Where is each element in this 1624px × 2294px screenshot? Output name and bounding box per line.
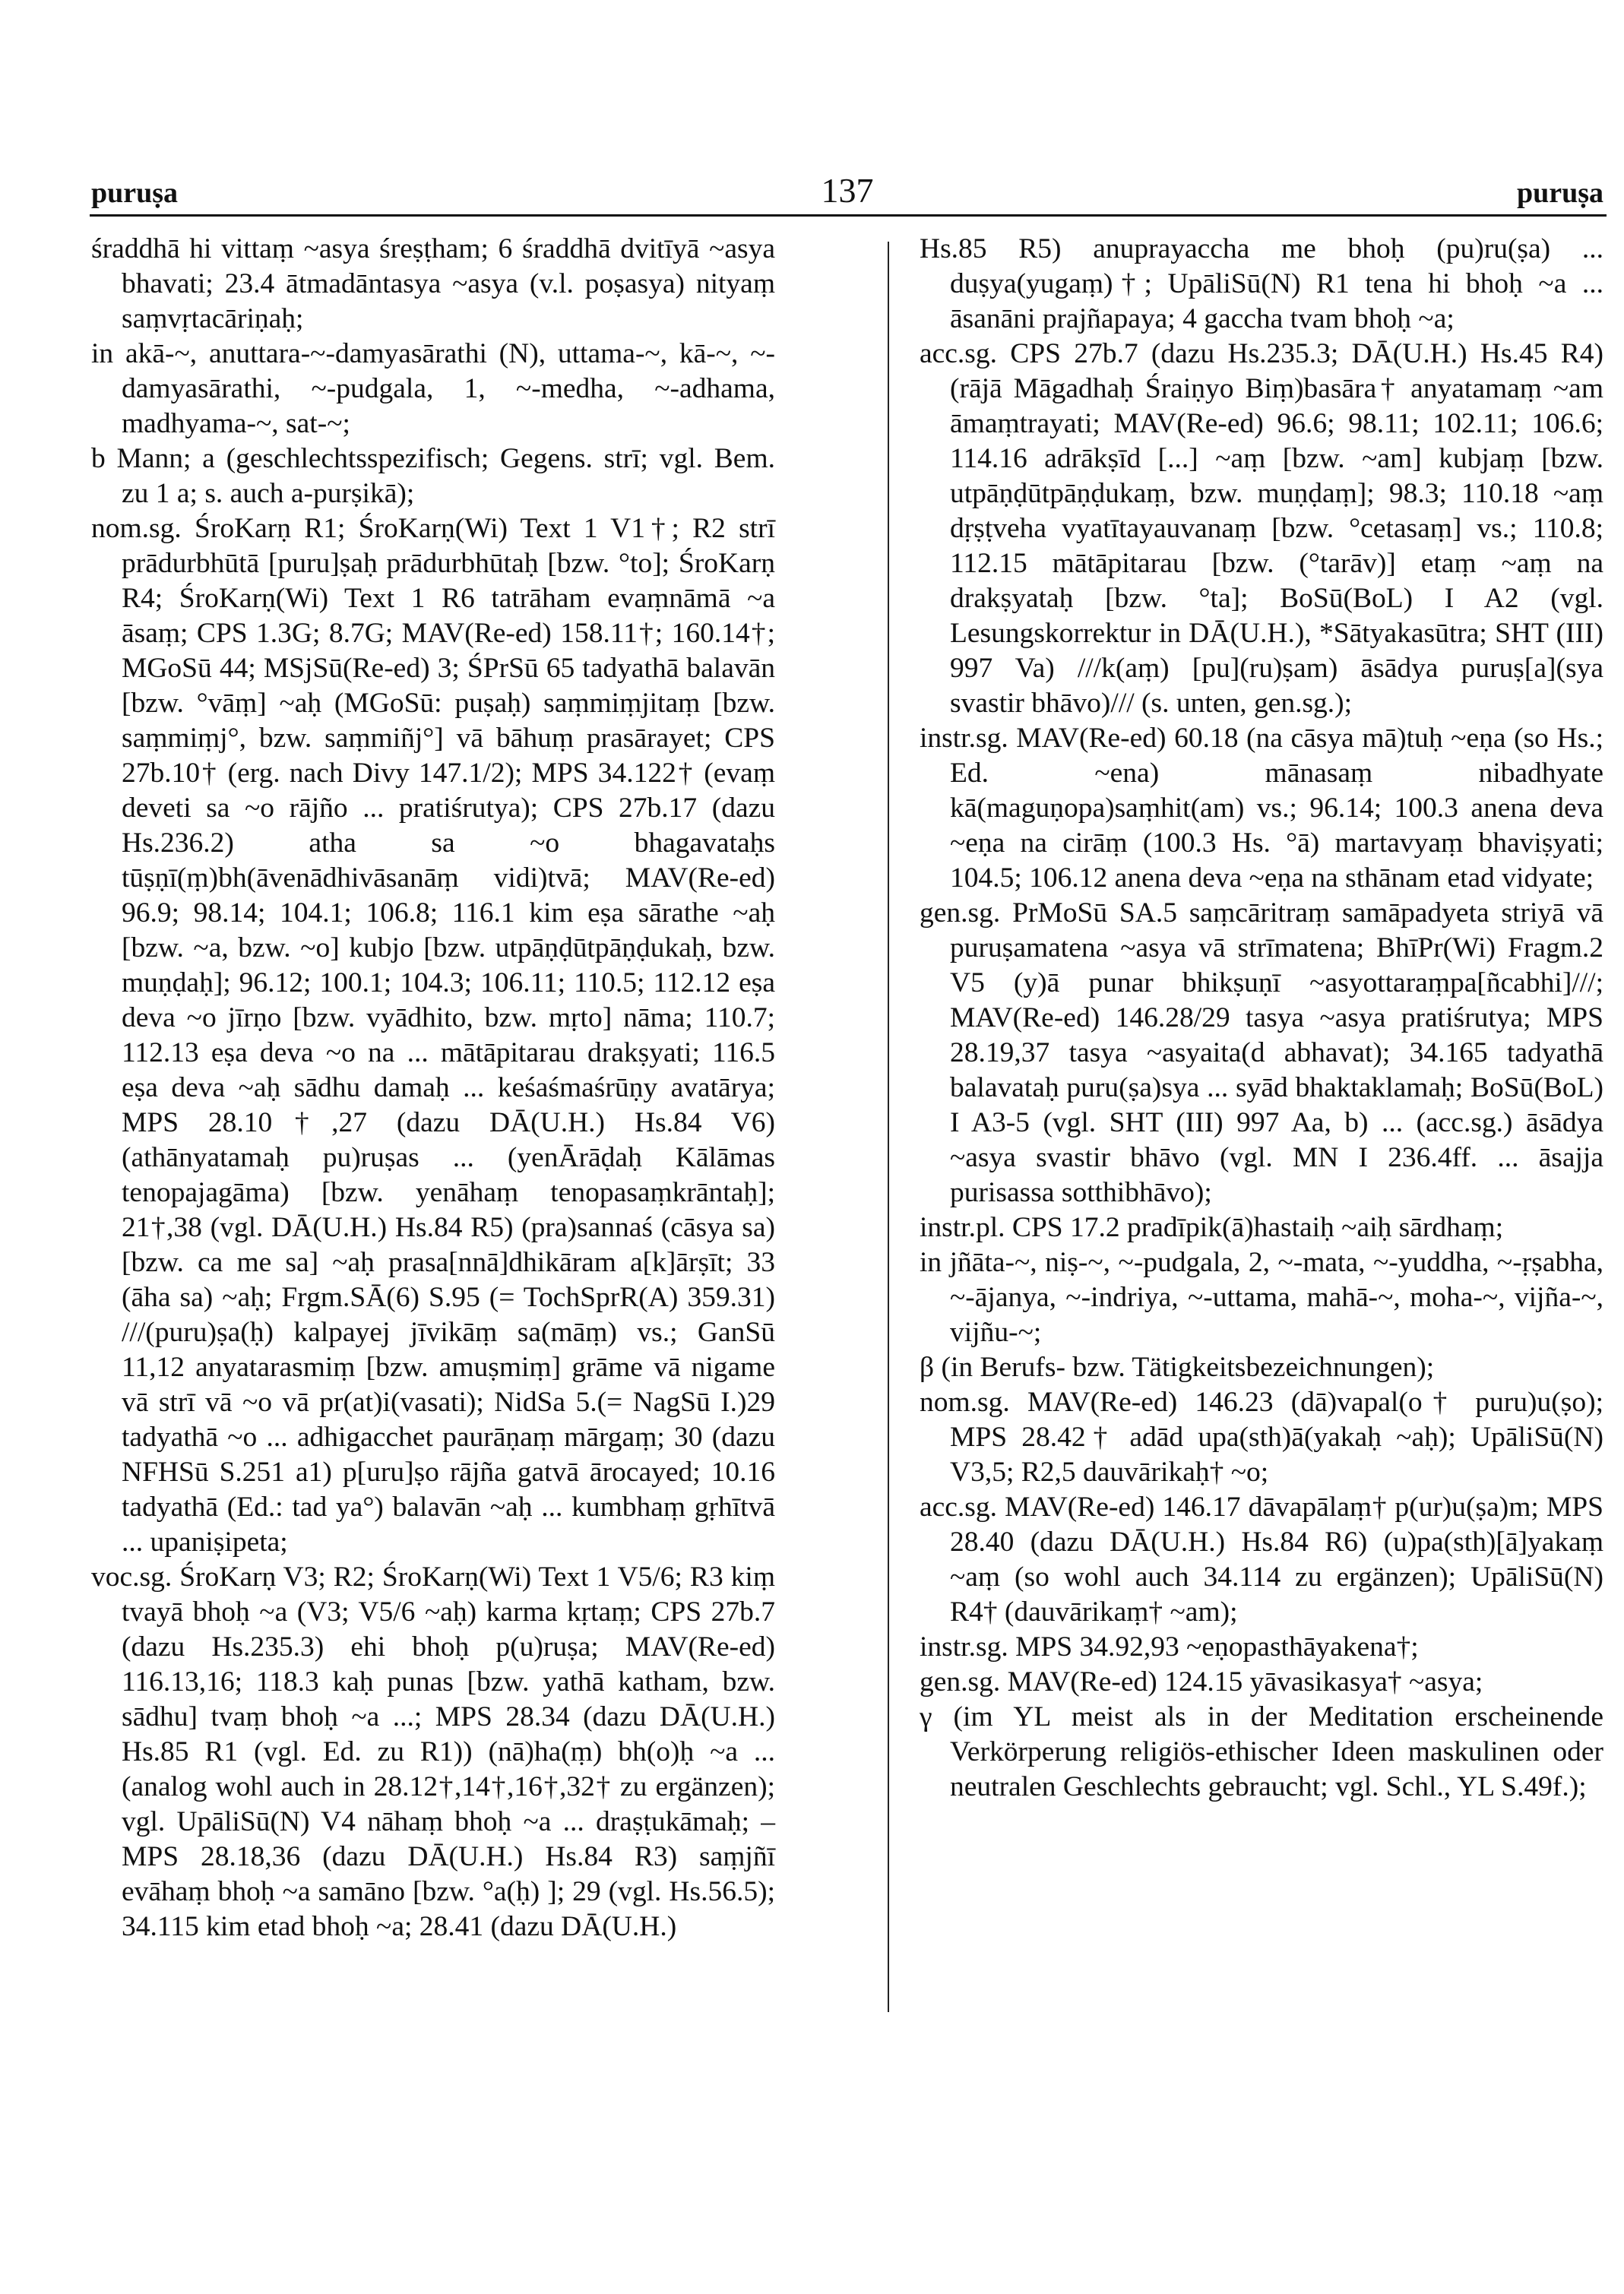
entry-paragraph: gen.sg. MAV(Re-ed) 124.15 yāvasikasya† ~asya; <box>920 1666 1483 1698</box>
entry-paragraph: śraddhā hi vittaṃ ~asya śreṣṭham; 6 śraddhā dvitīyā ~asya bhavati; 23.4 ātmadāntasya ~asya (v.l. poṣasya) nityaṃ saṃvṛtacāriṇaḥ; <box>91 233 775 334</box>
entry-paragraph: Hs.85 R5) anuprayaccha me bhoḥ (pu)ru(ṣa) ... duṣya(yugaṃ)†; UpāliSū(N) R1 tena hi bhoḥ ~a ... āsanāni prajñapaya; 4 gaccha tvam bhoḥ ~a; <box>920 233 1603 334</box>
entry-paragraph: instr.sg. MAV(Re-ed) 60.18 (na cāsya mā)tuḥ ~eṇa (so Hs.; Ed. ~ena) mānasaṃ nibadhyate kā(maguṇopa)saṃhit(am) vs.; 96.14; 100.3 anena deva ~eṇa na cirāṃ (100.3 Hs. °ā) martavyaṃ bhaviṣyati; 104.5; 106.12 anena deva ~eṇa na sthānam etad vidyate; <box>920 723 1603 894</box>
page-number: 137 <box>821 171 874 210</box>
entry-paragraph: nom.sg. MAV(Re-ed) 146.23 (dā)vapal(o† puru)u(ṣo); MPS 28.42† adād upa(sth)ā(yakaḥ ~aḥ); UpāliSū(N) V3,5; R2,5 dauvārikaḥ† ~o; <box>920 1387 1603 1488</box>
entry-paragraph: gen.sg. PrMoSū SA.5 saṃcāritraṃ samāpadyeta striyā vā puruṣamatena ~asya vā strīmatena; BhīPr(Wi) Fragm.2 V5 (y)ā punar bhikṣuṇī ~asyottaraṃpa[ñcabhi]///; MAV(Re-ed) 146.28/29 tasya ~asya pratiśrutya; MPS 28.19,37 tasya ~asyaita(d abhavat); 34.165 tadyathā balavataḥ puru(ṣa)sya ... syād bhaktaklamaḥ; BoSū(BoL) I A3-5 (vgl. SHT (III) 997 Aa, b) ... (acc.sg.) āsādya ~asya svastir bhāvo (vgl. MN I 236.4ff. ... āsajja purisassa sotthibhāvo); <box>920 897 1603 1208</box>
entry-paragraph: acc.sg. MAV(Re-ed) 146.17 dāvapālaṃ† p(ur)u(ṣa)m; MPS 28.40 (dazu DĀ(U.H.) Hs.84 R6) (u)pa(sth)[ā]yakaṃ ~aṃ (so wohl auch 34.114 zu ergänzen); UpāliSū(N) R4† (dauvārikaṃ† ~am); <box>920 1492 1603 1628</box>
entry-paragraph: b Mann; a (geschlechtsspezifisch; Gegens. strī; vgl. Bem. zu 1 a; s. auch a-purṣikā); <box>91 443 775 509</box>
entry-paragraph: voc.sg. ŚroKarṇ V3; R2; ŚroKarṇ(Wi) Text 1 V5/6; R3 kiṃ tvayā bhoḥ ~a (V3; V5/6 ~aḥ) karma kṛtaṃ; CPS 27b.7 (dazu Hs.235.3) ehi bhoḥ p(u)ruṣa; MAV(Re-ed) 116.13,16; 118.3 kaḥ punas [bzw. yathā katham, bzw. sādhu] tvaṃ bhoḥ ~a ...; MPS 28.34 (dazu DĀ(U.H.) Hs.85 R1 (vgl. Ed. zu R1)) (nā)ha(ṃ) bh(o)ḥ ~a ... (analog wohl auch in 28.12†,14†,16†,32† zu ergänzen); vgl. UpāliSū(N) V4 nāhaṃ bhoḥ ~a ... draṣṭukāmaḥ; – MPS 28.18,36 (dazu DĀ(U.H.) Hs.84 R3) saṃjñī evāhaṃ bhoḥ ~a samāno [bzw. °a(ḥ) ]; 29 (vgl. Hs.56.5); 34.115 kim etad bhoḥ ~a; 28.41 (dazu DĀ(U.H.) <box>91 1562 775 1942</box>
entry-paragraph: instr.sg. MPS 34.92,93 ~eṇopasthāyakena†; <box>920 1631 1419 1663</box>
entry-paragraph: β (in Berufs- bzw. Tätigkeitsbezeichnungen); <box>920 1352 1435 1383</box>
entry-paragraph: γ (im YL meist als in der Meditation erscheinende Verkörperung religiös-ethischer Ideen maskulinen oder neutralen Geschlechts gebraucht; vgl. Schl., YL S.49f.); <box>920 1701 1603 1802</box>
header-rule <box>90 214 1607 217</box>
entry-paragraph: in akā-~, anuttara-~-damyasārathi (N), uttama-~, kā-~, ~-damyasārathi, ~-pudgala, 1, ~-medha, ~-adhama, madhyama-~, sat-~; <box>91 338 775 439</box>
right-column <box>920 232 1603 1805</box>
entry-paragraph: in jñāta-~, niṣ-~, ~-pudgala, 2, ~-mata, ~-yuddha, ~-ṛṣabha, ~-ājanya, ~-indriya, ~-uttama, mahā-~, moha-~, vijña-~, vijñu-~; <box>920 1247 1603 1348</box>
entry-paragraph: acc.sg. CPS 27b.7 (dazu Hs.235.3; DĀ(U.H.) Hs.45 R4) (rājā Māgadhaḥ Śraiṇyo Biṃ)basāra† anyatamaṃ ~am āmaṃtrayati; MAV(Re-ed) 96.6; 98.11; 102.11; 106.6; 114.16 adrākṣīd [...] ~aṃ [bzw. ~am] kubjaṃ [bzw. utpāṇḍūtpāṇḍukaṃ, bzw. muṇḍaṃ]; 98.3; 110.18 ~aṃ dṛṣṭveha vyatītayauvanaṃ [bzw. °cetasaṃ] vs.; 110.8; 112.15 mātāpitarau [bzw. (°tarāv)] etaṃ ~aṃ na drakṣyataḥ [bzw. °ta]; BoSū(BoL) I A2 (vgl. Lesungskorrektur in DĀ(U.H.), *Sātyakasūtra; SHT (III) 997 Va) ///k(aṃ) [pu](ru)ṣam) āsādya puruṣ[a](sya svastir bhāvo)/// (s. unten, gen.sg.); <box>920 338 1603 719</box>
entry-paragraph: nom.sg. ŚroKarṇ R1; ŚroKarṇ(Wi) Text 1 V1†; R2 strī prādurbhūtā [puru]ṣaḥ prādurbhūtaḥ [bzw. °to]; ŚroKarṇ R4; ŚroKarṇ(Wi) Text 1 R6 tatrāham evaṃnāmā ~a āsaṃ; CPS 1.3G; 8.7G; MAV(Re-ed) 158.11†; 160.14†; MGoSū 44; MSjSū(Re-ed) 3; ŚPrSū 65 tadyathā balavān [bzw. °vāṃ] ~aḥ (MGoSū: puṣaḥ) saṃmiṃjitaṃ [bzw. saṃmiṃj°, bzw. saṃmiñj°] vā bāhuṃ prasārayet; CPS 27b.10† (erg. nach Divy 147.1/2); MPS 34.122† (evaṃ deveti sa ~o rājño ... pratiśrutya); CPS 27b.17 (dazu Hs.236.2) atha sa ~o bhagavataḥs tūṣṇī(ṃ)bh(āvenādhivāsanāṃ vidi)tvā; MAV(Re-ed) 96.9; 98.14; 104.1; 106.8; 116.1 kim eṣa sārathe ~aḥ [bzw. ~a, bzw. ~o] kubjo [bzw. utpāṇḍūtpāṇḍukaḥ, bzw. muṇḍaḥ]; 96.12; 100.1; 104.3; 106.11; 110.5; 112.12 eṣa deva ~o jīrṇo [bzw. vyādhito, bzw. mṛto] nāma; 110.7; 112.13 eṣa deva ~o na ... mātāpitarau drakṣyati; 116.5 eṣa deva ~aḥ sādhu damaḥ ... keśaśmaśrūṇy avatārya; MPS 28.10†,27 (dazu DĀ(U.H.) Hs.84 V6) (athānyatamaḥ pu)ruṣas ... (yenĀrāḍaḥ Kālāmas tenopajagāma) [bzw. yenāhaṃ tenopasaṃkrāntaḥ]; 21†,38 (vgl. DĀ(U.H.) Hs.84 R5) (pra)sannaś (cāsya sa) [bzw. ca me sa] ~aḥ prasa[nnā]dhikāram a[k]ārṣīt; 33 (āha sa) ~aḥ; Frgm.SĀ(6) S.95 (= TochSprR(A) 359.31) ///(puru)ṣa(ḥ) kalpayej jīvikāṃ sa(māṃ) vs.; GanSū 11,12 anyatarasmiṃ [bzw. amuṣmiṃ] grāme vā nigame vā strī vā ~o vā pr(at)i(vasati); NidSa 5.(= NagSū I.)29 tadyathā ~o ... adhigacchet paurāṇaṃ mārgaṃ; 30 (dazu NFHSū S.251 a1) p[uru]ṣo rājña gatvā ārocayed; 10.16 tadyathā (Ed.: tad ya°) balavān ~aḥ ... kumbhaṃ gṛhītvā ... upaniṣipeta; <box>91 513 775 1558</box>
running-head-right: puruṣa <box>1516 177 1603 209</box>
entry-paragraph: instr.pl. CPS 17.2 pradīpik(ā)hastaiḥ ~aiḥ sārdhaṃ; <box>920 1212 1504 1243</box>
column-divider <box>888 242 889 2012</box>
left-column <box>91 232 775 1944</box>
running-head-left: puruṣa <box>91 177 179 209</box>
